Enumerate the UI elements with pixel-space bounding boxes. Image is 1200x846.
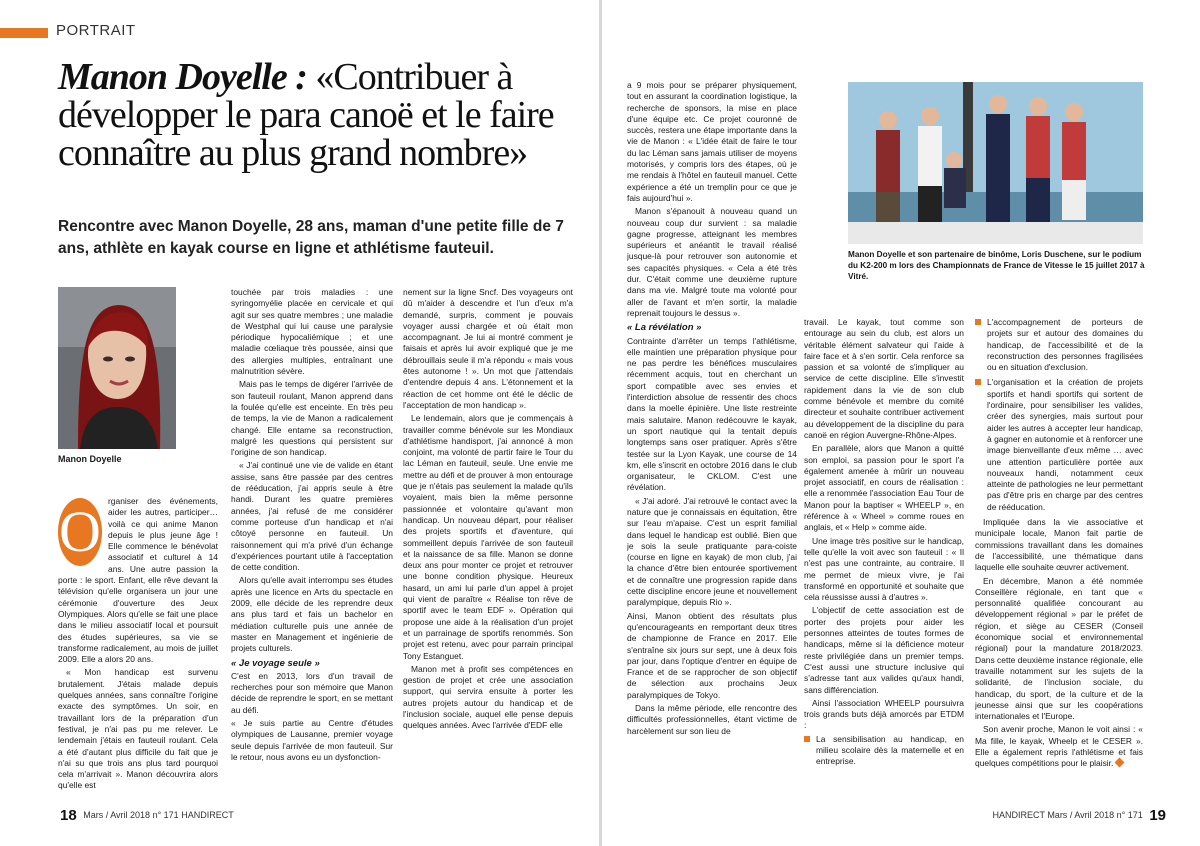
- column-3: [403, 287, 573, 797]
- portrait-caption: Manon Doyelle: [58, 454, 122, 464]
- goals-list-continued: [975, 317, 1143, 513]
- page-gutter: [599, 0, 602, 846]
- section-heading: « Je voyage seule »: [231, 657, 320, 669]
- article-lead: Rencontre avec Manon Doyelle, 28 ans, maman d'une petite fille de 7 ans, athlète en kayak course en ligne et athlétisme fauteuil.: [58, 218, 564, 257]
- paragraph: a 9 mois pour se préparer physiquement, tout en assurant la coordination logistique, la recherche de sponsors, la mise en place d'une équipe etc. Ce projet couronné de succès, restera une étape importante dans la vie de Manon : « L'idée était de faire le tour du lac Léman sans jamais utiliser de moyens motorisés, y compris lors des étapes, où je me rendais à l'hôtel en fauteuil manuel. Cette expérience a été un tremplin pour ce que je fais aujourd'hui ».: [627, 80, 797, 203]
- rubric-label: PORTRAIT: [56, 22, 136, 39]
- portrait-photo: [58, 287, 176, 449]
- list-item-text: La sensibilisation au handicap, en milieu scolaire dès la maternelle et en entreprise.: [816, 733, 964, 767]
- closing-paragraph: [975, 724, 1143, 769]
- paragraph: L'objectif de cette association est de porter des projets pour aider les personnes atteintes de toutes formes de handicaps, même si la déficience moteur reste privilégiée dans un premier temps. C'est aussi une structure inclusive qui s'adresse tant aux valides qu'aux handi, sans différenciation.: [804, 605, 964, 695]
- list-item-text: L'accompagnement de porteurs de projets sur et autour des domaines du handicap, de l'accessibilité et de la reconstruction des personnes fragilisées ou en situation d'exclusion.: [987, 317, 1143, 373]
- paragraph: nement sur la ligne Sncf. Des voyageurs ont dû m'aider à descendre et l'un d'eux m'a demandé, surpris, comment je pouvais voyager aussi chargée et où était mon accompagnant. Je lui ai montré comment je faisais et après lui avoir expliqué que je me débrouillais seule il m'a répondu « mais vous êtes autonome ! ». Un mot que j'attendais d'entendre depuis 4 ans. L'étonnement et la réaction de cet homme ont été le déclic de l'acceptation de mon handicap ».: [403, 287, 573, 410]
- podium-photo: [848, 82, 1143, 244]
- paragraph: C'est en 2013, lors d'un travail de recherches pour son mémoire que Manon décide de reprendre le sport, en se mettant au défi.: [231, 670, 393, 715]
- paragraph-text: Son avenir proche, Manon le voit ainsi : « Ma fille, le kayak, Wheelp et le CESER ». Elle a également repris l'athlétisme et fais quelques compétitions pour le plaisir.: [975, 724, 1143, 769]
- paragraph: « J'ai adoré. J'ai retrouvé le contact avec la nature que je connaissais en équitation, être sur l'eau m'apaise. C'est un esprit familial dans lequel le handicap est oublié. Bien que je sois la seule pratiquante para-coiste (course en ligne en kayak) de mon club, j'ai la chance d'être bien entourée sportivement et de connaître une progression rapide dans cette discipline encore jeune et nouvellement paralympique, depuis Rio ».: [627, 495, 797, 608]
- paragraph: Le lendemain, alors que je commençais à travailler comme bénévole sur les Mondiaux d'athlétisme handisport, j'ai annoncé à mon conjoint, ma volonté de partir faire le Tour du lac Léman en fauteuil, seule. Une envie me mettre au défi et de prouver à mon entourage que je n'étais pas seulement la malade qu'ils voyaient, mais bien la même personne passionnée et volontaire qu'avant mon handicap. Un nouveau départ, pour réaliser des projets sportifs et d'aventure, qui sommeillent depuis l'arrivée de son fauteuil et la naissance de sa fille. Manon se donne deux ans pour monter ce projet et retrouver une bonne condition physique. Heureux hasard, un ami lui parle d'un appel à projet qui vient de paraître « Réalise ton rêve de sportif avec le team EDF ». Opération qui propose une aide à la réalisation d'un projet et un parrainage de sportifs renommés. Son projet est retenu, avec pour parrain principal Tony Estanguet.: [403, 413, 573, 661]
- paragraph: Ainsi, Manon obtient des résultats plus qu'encourageants en remportant deux titres de championne de France en 2017. Elle s'entraîne six jours sur sept, une à deux fois par jour, dans l'optique d'entrer en équipe de France et de se rapprocher de son objectif de sélection aux prochains Jeux paralympiques de Tokyo.: [627, 610, 797, 700]
- rubric-bar: [0, 28, 48, 38]
- paragraph: Manon met à profit ses compétences en gestion de projet et crée une association support, qui servira ensuite à porter les autres projets autour du handicap et de l'inclusion sociale, auquel elle pense depuis quelques années. Avec l'arrivée d'EDF elle: [403, 663, 573, 731]
- issue-info: Mars / Avril 2018 n° 171: [1047, 810, 1143, 820]
- paragraph-text: rganiser des événements, aider les autres, participer… voilà ce qui anime Manon depuis le plus jeune âge ! Elle commence le bénévolat associatif et culturel à 14 ans. Une autre passion la porte : le sport. Enfant, elle rêve devant la télévision qu'elle organisera un jour une cérémonie d'ouverture des Jeux Olympiques. Alors qu'elle se fait une place dans le milieu associatif local et poursuit des études supérieures, sa vie se transforme radicalement, au mois de juillet 2009. Elle a alors 20 ans.: [58, 496, 218, 665]
- column-4: [627, 80, 797, 797]
- list-item: [975, 317, 1143, 373]
- bullet-icon: [975, 319, 981, 325]
- bullet-icon: [975, 379, 981, 385]
- paragraph: En décembre, Manon a été nommée Conseillère régionale, en tant que « personnalité qualifiée concourant au développement régional » par le préfet de région, et siège au CESER (Conseil économique social et environnemental régional) pour la mandature 2018/2023. Dans cette deuxième instance régionale, elle travaille notamment sur les sujets de la solidarité, de l'inclusion sociale, du handicap, du sport, de la culture et de la jeunesse ainsi que sur les coopérations internationales et l'Europe.: [975, 575, 1143, 722]
- section-heading: « La révélation »: [627, 322, 702, 334]
- paragraph: travail. Le kayak, tout comme son entourage au sein du club, est alors un véritable élément salvateur qui l'aide à faire face et à s'en sortir. Cela renforce sa passion et sa volonté de s'impliquer au service de cette discipline. Elle s'investit rapidement dans la vie de son club comme bénévole et membre du comité directeur et souhaite contribuer activement au développement de la discipline du para canoë en région Auvergne-Rhône-Alpes.: [804, 317, 964, 440]
- paragraph: « Mon handicap est survenu brutalement. J'étais malade depuis quelques années, sans connaître l'origine exacte des symptômes. Un soir, en travaillant lors de la préparation d'un festival, je n'ai pas pu me relever. Le lendemain j'étais en fauteuil roulant. Cela a été d'autant plus difficile du fait que je n'ai su que trois ans plus tard pourquoi cela m'arrivait ». Manon découvrira alors qu'elle est: [58, 667, 218, 791]
- paragraph: Une image très positive sur le handicap, telle qu'elle la voit avec son fauteuil : « Il n'est pas une contrainte, au contraire. Il me permet de mieux vivre, je l'ai transformé en opportunité et souhaite que cela réussisse aussi à d'autres ».: [804, 535, 964, 603]
- page-number: 19: [1149, 807, 1166, 824]
- paragraph: « Je suis partie au Centre d'études olympiques de Lausanne, premier voyage seule depuis l'arrivée de mon fauteuil. Sur le retour, nous avons eu un dysfonction-: [231, 717, 393, 762]
- footer-right: [992, 807, 1170, 824]
- paragraph: Contrainte d'arrêter un temps l'athlétisme, elle maintien une préparation physique pour ne pas perdre les bénéfices musculaires récemment acquis, tout en cherchant un sport compatible avec ses envies et l'interdiction absolue de ressentir des chocs dans la moelle épinière. Une liste restreinte mais salutaire. Manon redécouvre le kayak, un sport nautique qui la tentait depuis longtemps sans oser pratiquer. Après s'être testée sur la Lyon Kayak, une course de 14 km, elle s'inscrit en octobre 2016 dans le club organisateur, le CKLOM. C'est une révélation.: [627, 335, 797, 493]
- column-2: [231, 287, 393, 797]
- goals-list: [804, 734, 964, 768]
- page-number: 18: [60, 807, 77, 824]
- magazine-name: HANDIRECT: [181, 810, 234, 820]
- paragraph: Dans la même période, elle rencontre des difficultés professionnelles, étant victime de harcèlement sur son lieu de: [627, 703, 797, 736]
- end-mark-icon: [1115, 758, 1125, 768]
- list-item: [804, 734, 964, 768]
- paragraph: Alors qu'elle avait interrompu ses études après une licence en Arts du spectacle en 2009, elle décide de les reprendre deux ans plus tard et fais un bachelor en médiation culturelle puis une année de master en Management et ingénierie de projets culturels.: [231, 575, 393, 654]
- paragraph: touchée par trois maladies : une syringomyélie placée en cervicale et qui agit sur ses quatre membres ; une maladie de Westphal qui lui cause une paralysie périodique hypocaliémique ; et une maladie cœliaque très poussée, ainsi que des allergies multiples, entraînant une malnutrition sévère.: [231, 287, 393, 377]
- photo-caption: Manon Doyelle et son partenaire de binôme, Loris Duschene, sur le podium du K2-200 m lors des Championnats de France de Vitesse le 15 juillet 2017 à Vitré.: [848, 250, 1145, 281]
- paragraph: Ainsi l'association WHEELP poursuivra trois grands buts déjà amorcés par ETDM :: [804, 697, 964, 731]
- issue-info: Mars / Avril 2018 n° 171: [83, 810, 179, 820]
- drop-cap: O: [59, 499, 101, 564]
- title-quote: «Contribuer à développer le para canoë et le faire connaître au plus grand nombre»: [58, 56, 554, 174]
- list-item-text: L'organisation et la création de projets sportifs et handi sportifs qui sortent de l'ordinaire, pour sensibiliser les valides, créer des synergies, mais surtout pour aider les autres à accepter leur handicap, à gagner en autonomie et à renforcer une image bienveillante d'eux même … avec une attention particulière portée aux nouveaux handi, notamment ceux atteinte de pathologies ne leur permettant pas d'être pris en charge par des centres de rééducation.: [987, 377, 1143, 512]
- footer-left: [56, 807, 234, 824]
- paragraph: Mais pas le temps de digérer l'arrivée de son fauteuil roulant, Manon apprend dans la foulée qu'elle est enceinte. En très peu de temps, la vie de Manon a radicalement changé. Elle entame sa reconstruction, malgré les questions qui persistent sur l'origine de son handicap.: [231, 379, 393, 458]
- magazine-name: HANDIRECT: [992, 810, 1045, 820]
- column-6: [975, 317, 1143, 797]
- paragraph: Impliquée dans la vie associative et municipale locale, Manon fait partie de commissions travaillant dans les domaines de l'accessibilité, une thématique dans laquelle elle souhaite œuvrer activement.: [975, 517, 1143, 573]
- paragraph: « J'ai continué une vie de valide en étant assise, sans être passée par des centres de rééducation, j'ai appris seule à être handi. Durant les quatre premières années, j'ai refusé de me considérer comme porteuse d'un handicap et n'ai côtoyé personne en fauteuil. Un raisonnement qui m'a privé d'un échange d'expériences pourtant utile à l'acceptation de cette condition.: [231, 460, 393, 573]
- title-name: Manon Doyelle :: [58, 56, 307, 98]
- intro-paragraph: [58, 496, 218, 665]
- column-5: [804, 317, 964, 797]
- bullet-icon: [804, 736, 810, 742]
- list-item: [975, 377, 1143, 513]
- paragraph: En parallèle, alors que Manon a quitté son emploi, sa passion pour le sport l'a également amenée à mûrir un nouveau projet associatif, en cours de réalisation : elle a renommée l'association Eau Tour de Manon pour la baptiser « WHEELP », en référence à « Wheel » comme roues en anglais, et « Help » comme aide.: [804, 443, 964, 533]
- column-1: [58, 496, 218, 796]
- paragraph: Manon s'épanouit à nouveau quand un nouveau coup dur survient : sa maladie gagne progresse, atteignant les membres supérieurs et anéantit le travail réalisé jusque-là pour retrouver son autonomie et ses capacités physiques. « Cela a été très dur. C'était comme une deuxième rupture dans ma vie. Malgré toute ma volonté pour aller de l'avant et m'en sortir, la maladie reprenait toujours le dessus ».: [627, 206, 797, 318]
- article-title: [58, 58, 598, 172]
